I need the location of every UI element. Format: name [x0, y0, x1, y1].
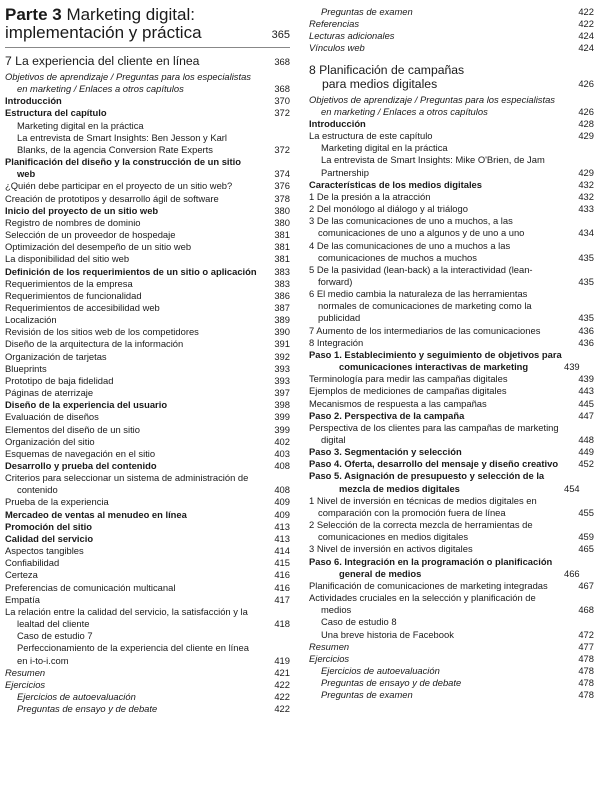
chapter-title-line1: 8 Planificación de campañas — [309, 62, 465, 77]
toc-entry-page: 435 — [578, 251, 594, 263]
toc-entry-page: 408 — [274, 484, 290, 496]
toc-entry-title: Localización — [5, 314, 57, 326]
toc-entry — [5, 679, 290, 691]
toc-entry — [309, 240, 594, 264]
toc-entry-title: Inicio del proyecto de un sitio web — [5, 204, 159, 216]
toc-entry — [309, 373, 594, 385]
toc-entry — [309, 410, 594, 422]
toc-entry-page: 415 — [274, 557, 290, 569]
toc-entry — [309, 154, 594, 178]
toc-entry-title: La estructura de este capítulo — [309, 130, 433, 142]
toc-entry — [5, 120, 290, 132]
toc-entry-title: Requerimientos de la empresa — [5, 277, 133, 289]
toc-entry-page: 413 — [274, 520, 290, 532]
toc-entry-page: 408 — [274, 460, 290, 471]
toc-entry-page: 424 — [578, 30, 594, 42]
toc-entry-page: 409 — [274, 508, 290, 520]
toc-entry — [309, 325, 594, 337]
toc-entry-page: 403 — [274, 447, 290, 459]
toc-entry-page: 402 — [274, 435, 290, 447]
toc-entry-page: 472 — [578, 628, 594, 640]
toc-entry — [5, 399, 290, 411]
toc-entry: Paso 5. Asignación de presupuesto y selección de la mezcla de medios digitales 454 — [309, 470, 580, 494]
toc-entry-title: Resumen — [309, 640, 350, 652]
toc-entry-title: Introducción — [309, 117, 366, 129]
toc-entry — [309, 641, 594, 653]
toc-entry-title: Preguntas de examen — [321, 6, 413, 17]
toc-entry-title: Ejemplos de mediciones de campañas digitales — [309, 385, 507, 397]
toc-entry-title: Marketing digital en la práctica — [321, 142, 448, 154]
left-entries — [5, 55, 290, 715]
toc-entry — [309, 592, 594, 616]
toc-entry-page: 428 — [578, 117, 594, 129]
toc-entry-page: 386 — [274, 289, 290, 301]
toc-entry — [309, 519, 594, 543]
toc-entry — [5, 326, 290, 338]
toc-entry-page: 422 — [274, 678, 290, 690]
toc-entry — [5, 533, 290, 545]
toc-entry-page: 418 — [274, 618, 290, 630]
toc-entry-title: Perfeccionamiento de la experiencia del cliente en línea en i-to-i.com — [17, 642, 249, 666]
toc-entry — [309, 495, 594, 519]
part-title-line1: Marketing digital: — [66, 5, 195, 24]
toc-entry: Paso 1. Establecimiento y seguimiento de objetivos para comunicaciones interactivas de marketing 439 — [309, 348, 580, 373]
toc-entry — [309, 179, 594, 191]
toc-entry-page: 467 — [578, 579, 594, 591]
toc-entry — [5, 156, 290, 180]
toc-entry-page: 381 — [274, 253, 290, 265]
toc-entry-title: Vínculos web — [309, 42, 365, 54]
toc-entry-title: Páginas de aterrizaje — [5, 387, 94, 399]
toc-entry-title: Calidad del servicio — [5, 532, 94, 544]
toc-entry-title: Ejercicios de autoevaluación — [17, 690, 136, 702]
toc-entry — [5, 436, 290, 448]
toc-entry-title: Planificación del diseño y la construcción de un sitio web — [5, 156, 241, 180]
toc-entry-title: Paso 4. Oferta, desarrollo del mensaje y diseño creativo — [309, 458, 559, 470]
toc-entry-title: 8 Integración — [309, 336, 364, 348]
toc-entry-title: Requerimientos de funcionalidad — [5, 289, 142, 301]
chapter-heading — [5, 55, 290, 68]
toc-entry-page: 432 — [578, 190, 594, 202]
toc-entry-title: Objetivos de aprendizaje / Preguntas para los especialistas en marketing / Enlaces a otros capítulos — [309, 93, 555, 117]
toc-entry-page: 448 — [578, 434, 594, 445]
toc-entry-title: Paso 5. Asignación de presupuesto y selección de la mezcla de medios digitales — [309, 470, 545, 494]
toc-entry-title: Paso 2. Perspectiva de la campaña — [309, 409, 465, 421]
toc-entry-page: 422 — [274, 703, 290, 715]
toc-entry-page: 439 — [578, 373, 594, 385]
toc-entry — [5, 132, 290, 156]
toc-entry — [309, 580, 594, 592]
toc-entry-title: 1 Nivel de inversión en técnicas de medios digitales en comparación con la promoción fuera de línea — [309, 494, 537, 518]
toc-entry-title: Perspectiva de los clientes para las campañas de marketing digital — [309, 421, 559, 445]
toc-entry — [309, 18, 594, 30]
toc-entry — [5, 424, 290, 436]
toc-entry-page: 417 — [274, 593, 290, 605]
toc-entry-title: Diseño de la arquitectura de la información — [5, 338, 184, 350]
chapter-title: 7 La experiencia del cliente en línea — [5, 54, 200, 68]
toc-entry-page: 389 — [274, 314, 290, 326]
toc-entry-page: 435 — [578, 275, 594, 287]
toc-entry — [5, 387, 290, 399]
chapter-page: 368 — [274, 56, 290, 67]
toc-entry-title: Marketing digital en la práctica — [17, 119, 144, 131]
toc-entry — [309, 689, 594, 701]
toc-entry-page: 436 — [578, 336, 594, 348]
part-label: Parte 3 — [5, 5, 62, 24]
toc-entry-title: Paso 1. Establecimiento y seguimiento de objetivos para comunicaciones interactivas de marketing — [309, 348, 562, 373]
toc-entry — [309, 30, 594, 42]
toc-entry — [309, 264, 594, 288]
toc-entry-title: Estructura del capítulo — [5, 107, 107, 119]
part-divider — [5, 47, 290, 48]
toc-entry-page: 436 — [578, 324, 594, 336]
toc-entry-page: 432 — [578, 178, 594, 190]
toc-entry — [5, 582, 290, 594]
part-heading — [5, 6, 290, 46]
toc-entry — [5, 290, 290, 302]
toc-entry-page: 422 — [578, 18, 594, 30]
toc-entry — [5, 241, 290, 253]
toc-entry-page: 468 — [578, 604, 594, 616]
toc-entry — [309, 629, 594, 641]
toc-entry-title: Registro de nombres de dominio — [5, 216, 141, 228]
toc-entry-page: 380 — [274, 216, 290, 228]
toc-entry — [5, 217, 290, 229]
toc-entry-title: 7 Aumento de los intermediarios de las comunicaciones — [309, 324, 541, 336]
toc-entry — [5, 509, 290, 521]
toc-entry-title: Preferencias de comunicación multicanal — [5, 581, 176, 593]
toc-entry-title: Preguntas de ensayo y de debate — [17, 703, 158, 715]
toc-entry-page: 429 — [578, 130, 594, 142]
toc-entry — [309, 665, 594, 677]
toc-entry-title: La entrevista de Smart Insights: Mike O'Brien, de Jam Partnership — [321, 154, 545, 178]
toc-right-column — [309, 6, 594, 701]
toc-entry — [5, 278, 290, 290]
toc-entry-title: La disponibilidad del sitio web — [5, 253, 130, 265]
toc-entry-title: 3 Nivel de inversión en activos digitales — [309, 543, 473, 555]
toc-entry-page: 435 — [578, 312, 594, 324]
toc-entry-page: 477 — [578, 640, 594, 652]
toc-entry-title: Caso de estudio 7 — [17, 630, 93, 642]
toc-entry-page: 383 — [274, 277, 290, 289]
toc-entry-title: Confiabilidad — [5, 557, 60, 569]
toc-entry — [5, 193, 290, 205]
toc-entry-page: 422 — [578, 6, 594, 17]
toc-entry-title: Preguntas de ensayo y de debate — [321, 677, 462, 689]
toc-entry-page: 459 — [578, 531, 594, 543]
toc-entry-title: Objetivos de aprendizaje / Preguntas para los especialistas en marketing / Enlaces a otros capítulos — [5, 71, 251, 95]
toc-entry-page: 465 — [578, 543, 594, 555]
toc-entry-title: Características de los medios digitales — [309, 178, 482, 190]
toc-entry-page: 368 — [274, 83, 290, 95]
toc-entry-page: 372 — [274, 143, 290, 155]
chapter-page: 426 — [578, 77, 594, 89]
toc-entry — [5, 253, 290, 265]
toc-entry-page: 392 — [274, 350, 290, 362]
toc-entry — [309, 42, 594, 54]
toc-entry — [5, 95, 290, 107]
toc-entry-page: 416 — [274, 569, 290, 581]
toc-entry — [5, 594, 290, 606]
toc-entry-page: 381 — [274, 229, 290, 241]
toc-entry — [309, 142, 594, 154]
toc-entry — [5, 460, 290, 472]
toc-entry — [309, 385, 594, 397]
toc-entry-page: 445 — [578, 397, 594, 409]
toc-entry-title: Creación de prototipos y desarrollo ágil de software — [5, 192, 219, 204]
toc-entry — [5, 351, 290, 363]
toc-entry-page: 452 — [578, 458, 594, 470]
toc-entry-title: 1 De la presión a la atracción — [309, 190, 431, 202]
toc-entry-title: Empatía — [5, 593, 40, 605]
toc-entry-title: Organización de tarjetas — [5, 350, 107, 362]
toc-entry-page: 478 — [578, 689, 594, 701]
toc-entry-page: 387 — [274, 301, 290, 313]
toc-entry — [309, 446, 594, 458]
toc-entry — [5, 107, 290, 119]
toc-entry-page: 390 — [274, 326, 290, 338]
toc-entry — [5, 642, 290, 666]
toc-entry-page: 421 — [274, 666, 290, 678]
toc-entry-page: 414 — [274, 545, 290, 557]
toc-entry-page: 478 — [578, 664, 594, 676]
toc-entry — [5, 205, 290, 217]
toc-entry-page: 422 — [274, 690, 290, 702]
part-page-number: 365 — [271, 29, 290, 41]
toc-entry-title: Blueprints — [5, 362, 47, 374]
toc-entry-title: Paso 6. Integración en la programación o planificación general de medios — [309, 555, 553, 579]
right-entries — [309, 6, 594, 701]
toc-entry — [309, 94, 594, 118]
toc-entry — [309, 543, 594, 555]
toc-entry-page: 416 — [274, 581, 290, 593]
toc-entry — [5, 606, 290, 630]
toc-entry-title: Definición de los requerimientos de un sitio o aplicación — [5, 265, 257, 277]
toc-entry — [5, 521, 290, 533]
toc-entry-title: Paso 3. Segmentación y selección — [309, 446, 462, 458]
toc-entry-page: 391 — [274, 338, 290, 350]
toc-entry-title: Ejercicios — [5, 678, 46, 690]
toc-entry-title: Requerimientos de accesibilidad web — [5, 301, 160, 313]
toc-entry-title: Promoción del sitio — [5, 520, 92, 532]
toc-entry-page: 443 — [578, 385, 594, 397]
toc-entry — [309, 653, 594, 665]
toc-entry-title: Optimización del desempeño de un sitio web — [5, 241, 192, 253]
toc-entry-title: Referencias — [309, 18, 360, 30]
toc-entry-page: 374 — [274, 168, 290, 180]
toc-entry — [5, 496, 290, 508]
toc-entry — [5, 314, 290, 326]
toc-entry — [5, 472, 290, 496]
toc-entry-page: 383 — [274, 265, 290, 277]
toc-entry-page: 409 — [274, 496, 290, 508]
toc-entry — [309, 458, 594, 470]
toc-entry-title: Prueba de la experiencia — [5, 496, 109, 508]
toc-entry-page: 429 — [578, 166, 594, 178]
toc-entry — [5, 229, 290, 241]
toc-entry — [5, 411, 290, 423]
toc-entry-page: 424 — [578, 42, 594, 54]
toc-entry — [5, 338, 290, 350]
part-title-line2: implementación y práctica — [5, 23, 202, 42]
toc-entry-page: 413 — [274, 532, 290, 544]
toc-entry — [309, 616, 594, 628]
toc-entry-title: Caso de estudio 8 — [321, 616, 397, 628]
toc-entry-title: Ejercicios — [309, 652, 350, 664]
toc-entry — [309, 6, 594, 18]
toc-entry-title: Diseño de la experiencia del usuario — [5, 399, 168, 411]
toc-entry-page: 372 — [274, 107, 290, 119]
toc-entry — [5, 266, 290, 278]
toc-entry-title: Selección de un proveedor de hospedaje — [5, 229, 176, 241]
toc-entry-page: 433 — [578, 203, 594, 215]
toc-entry-title: Mecanismos de respuesta a las campañas — [309, 397, 487, 409]
toc-entry-title: Mercadeo de ventas al menudeo en línea — [5, 508, 187, 520]
toc-entry — [5, 557, 290, 569]
toc-entry — [5, 71, 290, 95]
toc-entry — [309, 215, 594, 239]
toc-entry-title: 6 El medio cambia la naturaleza de las herramientas normales de comunicaciones de marketing como la publicidad — [309, 288, 532, 324]
toc-entry-page: 399 — [274, 411, 290, 423]
toc-entry — [309, 677, 594, 689]
toc-entry-title: La entrevista de Smart Insights: Ben Jesson y Karl Blanks, de la agencia Conversion Rate Experts — [17, 131, 227, 155]
toc-entry-page: 447 — [578, 409, 594, 421]
toc-entry-title: La relación entre la calidad del servicio, la satisfacción y la lealtad del cliente — [5, 605, 248, 630]
toc-entry-page: 419 — [274, 654, 290, 666]
toc-entry-title: Esquemas de navegación en el sitio — [5, 447, 156, 459]
toc-entry-title: Actividades cruciales en la selección y planificación de medios — [309, 592, 536, 616]
toc-entry-title: Lecturas adicionales — [309, 30, 395, 42]
toc-entry — [5, 630, 290, 642]
toc-entry-page: 380 — [274, 204, 290, 216]
toc-entry — [5, 363, 290, 375]
toc-entry-title: Resumen — [5, 666, 46, 678]
toc-entry-title: Preguntas de examen — [321, 689, 413, 701]
toc-entry — [309, 203, 594, 215]
toc-entry — [309, 398, 594, 410]
toc-entry — [5, 569, 290, 581]
toc-entry-page: 449 — [578, 446, 594, 458]
toc-entry — [309, 130, 594, 142]
toc-entry-title: Terminología para medir las campañas digitales — [309, 373, 508, 385]
toc-entry-page: 397 — [274, 387, 290, 399]
toc-entry — [5, 703, 290, 715]
toc-entry — [309, 337, 594, 349]
toc-entry-page: 434 — [578, 227, 594, 239]
toc-entry-title: Introducción — [5, 95, 62, 107]
toc-entry-title: Planificación de comunicaciones de marketing integradas — [309, 579, 548, 591]
toc-entry-title: Evaluación de diseños — [5, 411, 99, 423]
toc-entry-title: 5 De la pasividad (lean-back) a la interactividad (lean-forward) — [309, 263, 533, 287]
toc-entry-page: 398 — [274, 399, 290, 411]
toc-entry-title: ¿Quién debe participar en el proyecto de un sitio web? — [5, 180, 233, 192]
toc-entry — [5, 375, 290, 387]
toc-entry-title: Ejercicios de autoevaluación — [321, 664, 440, 676]
toc-entry — [309, 191, 594, 203]
toc-entry — [5, 302, 290, 314]
toc-entry-page: 426 — [578, 105, 594, 117]
toc-entry-page: 455 — [578, 506, 594, 518]
toc-entry-title: 2 Del monólogo al diálogo y al triálogo — [309, 203, 468, 215]
toc-entry-title: 3 De las comunicaciones de uno a muchos, a las comunicaciones de uno a algunos y de uno a uno — [309, 215, 525, 239]
toc-entry-page: 399 — [274, 423, 290, 435]
toc-entry-page: 478 — [578, 652, 594, 664]
toc-entry-title: Organización del sitio — [5, 435, 95, 447]
toc-entry-title: Revisión de los sitios web de los competidores — [5, 326, 199, 338]
toc-entry-page: 370 — [274, 95, 290, 107]
toc-entry — [309, 118, 594, 130]
toc-entry-title: Certeza — [5, 569, 38, 581]
toc-entry — [5, 180, 290, 192]
toc-entry — [5, 448, 290, 460]
toc-entry-title: Prototipo de baja fidelidad — [5, 374, 114, 386]
toc-entry-title: Aspectos tangibles — [5, 545, 84, 557]
toc-entry: Paso 6. Integración en la programación o planificación general de medios 466 — [309, 555, 580, 579]
chapter-heading — [309, 63, 594, 91]
toc-entry — [5, 667, 290, 679]
toc-entry-title: Criterios para seleccionar un sistema de administración de contenido — [5, 472, 249, 496]
toc-entry — [309, 422, 594, 446]
toc-entry — [309, 288, 594, 324]
toc-entry-title: 2 Selección de la correcta mezcla de herramientas de comunicaciones en medios digitales — [309, 519, 533, 543]
toc-entry — [5, 691, 290, 703]
toc-entry-title: Desarrollo y prueba del contenido — [5, 460, 157, 471]
toc-entry-page: 378 — [274, 192, 290, 204]
toc-entry-page: 478 — [578, 677, 594, 689]
chapter-title-line2: para medios digitales — [322, 76, 438, 91]
toc-entry-title: Elementos del diseño de un sitio — [5, 423, 140, 435]
toc-entry-page: 393 — [274, 374, 290, 386]
toc-left-column — [5, 6, 290, 715]
toc-entry-page: 376 — [274, 180, 290, 192]
toc-entry — [5, 545, 290, 557]
toc-entry-title: 4 De las comunicaciones de uno a muchos a las comunicaciones de muchos a muchos — [309, 239, 511, 263]
toc-entry-title: Una breve historia de Facebook — [321, 628, 454, 640]
toc-entry-page: 393 — [274, 362, 290, 374]
toc-entry-page: 381 — [274, 241, 290, 253]
